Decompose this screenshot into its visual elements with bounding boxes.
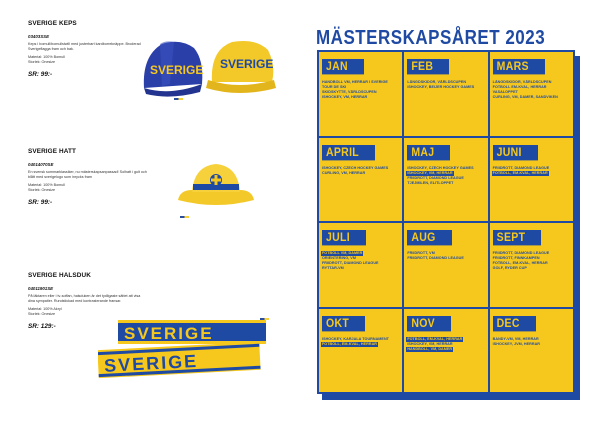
month-name: DEC bbox=[493, 316, 536, 331]
event-list bbox=[322, 251, 399, 271]
event-item: ISHOCKEY, KARJALA TOURNAMENT bbox=[322, 336, 389, 341]
color-swatch bbox=[174, 98, 183, 100]
cap-images bbox=[140, 36, 280, 102]
event-item: BANDY-VM, VM, HERRAR bbox=[492, 336, 539, 341]
product-title: SVERIGE HATT bbox=[28, 148, 76, 155]
event-list bbox=[407, 80, 484, 90]
color-swatch bbox=[180, 216, 189, 218]
product-code: 04011901SE bbox=[28, 286, 54, 291]
month-cell-okt bbox=[319, 309, 402, 393]
event-item: ISHOCKEY, BEIJER HOCKEY GAMES bbox=[407, 85, 475, 89]
month-cell-mars bbox=[490, 52, 573, 136]
event-item: FOTBOLL, EM-KVAL, HERRAR bbox=[492, 261, 548, 265]
month-name: SEPT bbox=[493, 230, 542, 245]
month-name: MARS bbox=[493, 59, 545, 74]
event-item: CURLING, VM, DAMER, SANDVIKEN bbox=[492, 95, 558, 99]
event-list bbox=[407, 337, 484, 352]
calendar-page bbox=[300, 0, 600, 424]
svg-text:SVERIGE: SVERIGE bbox=[103, 350, 199, 376]
event-item: LÄNGDSKIDOR, VÄRLDSCUPEN bbox=[492, 80, 552, 84]
event-item: FRIIDROTT, VM bbox=[407, 251, 435, 255]
event-list bbox=[322, 166, 399, 176]
event-list bbox=[493, 166, 570, 176]
blue-cap-image bbox=[144, 41, 204, 96]
event-item: CURLING, VM, HERRAR bbox=[322, 170, 366, 175]
month-cell-juni bbox=[490, 138, 573, 222]
month-cell-aug bbox=[404, 223, 487, 307]
svg-text:SVERIGE: SVERIGE bbox=[150, 63, 204, 77]
event-item: FRIIDROTT, DIAMOND LEAGUE bbox=[322, 261, 379, 265]
month-cell-nov bbox=[404, 309, 487, 393]
svg-text:SVERIGE: SVERIGE bbox=[220, 57, 274, 71]
calendar-grid bbox=[317, 50, 575, 394]
month-name: NOV bbox=[407, 316, 451, 331]
bucket-hat-image bbox=[176, 160, 256, 212]
event-item: LÄNGDSKIDOR, VÄRLDSCUPEN bbox=[407, 80, 467, 84]
event-item: HANDBOLL VM, HERRAR I SVERIGE bbox=[322, 80, 388, 84]
product-size: Storlek: Onesize bbox=[28, 311, 56, 316]
month-cell-juli bbox=[319, 223, 402, 307]
month-cell-april bbox=[319, 138, 402, 222]
event-list bbox=[493, 80, 570, 100]
event-item: FRIIDROTT, DIAMOND LEAGUE bbox=[407, 256, 464, 260]
month-name: FEB bbox=[407, 59, 449, 74]
event-item: FRIIDROTT, DIAMOND LEAGUE bbox=[492, 165, 550, 170]
product-size: Storlek: Onesize bbox=[28, 59, 56, 64]
event-item: FOTBOLL EM-KVAL, HERRAR bbox=[492, 85, 547, 89]
event-item: VASALOPPET bbox=[492, 90, 518, 94]
event-item: HANDBOLL, VM, DAMER bbox=[407, 346, 453, 351]
event-list bbox=[322, 337, 399, 347]
month-cell-sept bbox=[490, 223, 573, 307]
month-name: JAN bbox=[322, 59, 364, 74]
event-item: FRIIDROTT, DIAMOND LEAGUE bbox=[492, 251, 550, 255]
product-description: En svensk sommarklassiker, nu mästerskapsanpassad! Solhatt i gult och blått med sverigelogo som inrycks fram bbox=[28, 170, 147, 179]
month-name: JUNI bbox=[493, 145, 538, 160]
month-name: OKT bbox=[322, 316, 365, 331]
product-material: Material: 100% Bomull bbox=[28, 55, 65, 60]
month-name: APRIL bbox=[322, 145, 375, 160]
product-description: På läktaren eller i tv-soffan, halsduken är det tydligaste sättet att visa dina sympatier. Rundstickad med kontrasterande fransar. bbox=[28, 294, 141, 303]
product-price: SR: 99:- bbox=[28, 199, 53, 207]
scarf-image bbox=[98, 316, 278, 382]
event-item: ISHOCKEY, VM, HERRAR bbox=[322, 95, 368, 99]
event-list bbox=[493, 337, 570, 347]
event-list bbox=[322, 80, 399, 100]
event-list bbox=[407, 166, 484, 186]
product-price: SR: 129:- bbox=[28, 323, 56, 331]
product-title: SVERIGE KEPS bbox=[28, 20, 77, 27]
event-list bbox=[407, 251, 484, 261]
event-item: FOTBOLL, EM-KVAL, HERRAR bbox=[407, 336, 463, 341]
month-cell-maj bbox=[404, 138, 487, 222]
product-hat bbox=[28, 148, 168, 206]
product-size: Storlek: Onesize bbox=[28, 187, 56, 192]
svg-text:SVERIGE: SVERIGE bbox=[124, 324, 214, 343]
event-item: GOLF, RYDER CUP bbox=[492, 266, 527, 270]
product-title: SVERIGE HALSDUK bbox=[28, 272, 91, 279]
product-code: 04014070SE bbox=[28, 162, 54, 167]
event-item: ISHOCKEY, JVM, HERRAR bbox=[492, 341, 541, 346]
calendar-title: MÄSTERSKAPSÅRET 2023 bbox=[316, 26, 546, 49]
month-name: MAJ bbox=[407, 145, 450, 160]
event-item: RYTTAR-VM bbox=[322, 266, 344, 270]
event-item: FOTBOLL, EM-KVAL, HERRAR bbox=[322, 341, 378, 346]
event-item: ORIENTERING, VM bbox=[322, 256, 356, 260]
yellow-cap-image bbox=[206, 41, 276, 93]
month-cell-jan bbox=[319, 52, 402, 136]
color-swatch bbox=[260, 318, 269, 320]
event-item: FRIIDROTT, DIAMOND LEAGUE bbox=[407, 175, 464, 180]
month-name: JULI bbox=[322, 230, 366, 245]
event-item: TOUR DE SKI bbox=[322, 85, 347, 89]
product-code: 03403SSE bbox=[28, 34, 49, 39]
product-material: Material: 100% Akryl bbox=[28, 307, 62, 312]
month-cell-dec bbox=[490, 309, 573, 393]
month-name: AUG bbox=[407, 230, 451, 245]
event-item: SKIDSKYTTE, VÄRLDSCUPEN bbox=[322, 90, 377, 94]
event-item: FRIIDROTT, FINNKAMPEN bbox=[492, 256, 540, 260]
product-material: Material: 100% Bomull bbox=[28, 183, 65, 188]
product-description: Keps i bomull/bomullstwill med justerbart kardborreknäppe. Broderad Sverigeflagga fram och bak. bbox=[28, 42, 141, 51]
event-list bbox=[493, 251, 570, 271]
event-item: ISHOCKEY, CZECH HOCKEY GAMES bbox=[407, 165, 474, 170]
event-item: FOTBOLL, EM-KVAL, HERRAR bbox=[492, 170, 548, 175]
event-item: ISHOCKEY, CZECH HOCKEY GAMES bbox=[322, 165, 389, 170]
event-item: FOTBOLL VM, DAMER bbox=[322, 251, 363, 255]
event-item: ISHOCKEY, VM, HERRAR bbox=[407, 341, 453, 346]
product-price: SR: 99:- bbox=[28, 71, 53, 79]
month-cell-feb bbox=[404, 52, 487, 136]
event-item: TJEJMILEN, ELITLOPPET bbox=[407, 180, 454, 185]
event-item: ISHOCKEY, VM, HERRAR bbox=[407, 170, 453, 175]
